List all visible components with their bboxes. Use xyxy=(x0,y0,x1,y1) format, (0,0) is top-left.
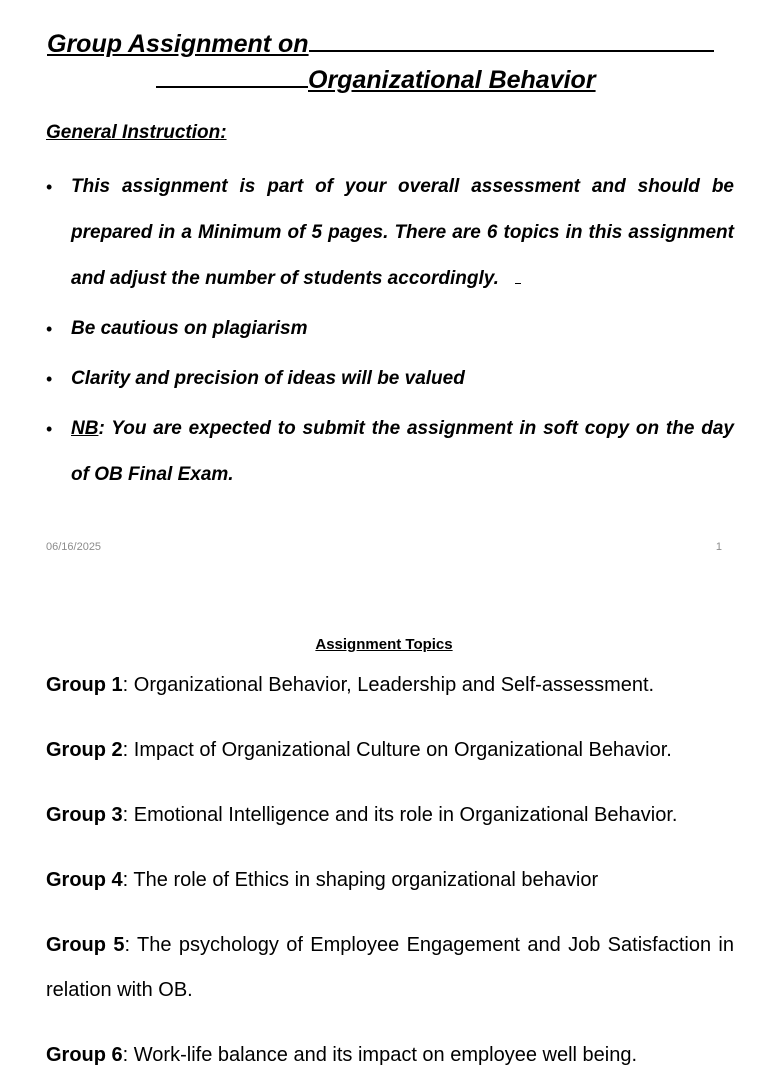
title-line-1-text: Group Assignment on xyxy=(47,30,309,58)
instruction-list xyxy=(46,164,734,502)
instruction-text: : You are expected to submit the assignment in soft copy on the day of OB Final Exam. xyxy=(71,418,734,485)
title-line-1 xyxy=(47,26,720,61)
group-label: Group 2 xyxy=(46,739,123,761)
instruction-text: Be cautious on plagiarism xyxy=(71,318,308,339)
group-label: Group 3 xyxy=(46,804,123,826)
topics-heading: Assignment Topics xyxy=(315,636,453,653)
group-label: Group 5 xyxy=(46,934,125,956)
group-label: Group 6 xyxy=(46,1044,123,1066)
group-topic-text: : The role of Ethics in shaping organizational behavior xyxy=(122,869,599,891)
group-topic xyxy=(46,663,734,708)
group-label: Group 4 xyxy=(46,869,123,891)
instruction-item xyxy=(46,356,734,402)
instruction-text: Clarity and precision of ideas will be valued xyxy=(71,368,465,389)
group-topic-text: : Impact of Organizational Culture on Organizational Behavior. xyxy=(122,739,672,761)
bullet-icon: • xyxy=(46,369,53,389)
instruction-text: This assignment is part of your overall assessment and should be prepared in a Minimum of 5 pages. There are 6 topics in this assignment and adjust the number of students accordingly. xyxy=(71,176,734,289)
trailing-underline xyxy=(515,269,521,284)
group-topic xyxy=(46,1033,734,1078)
page-2 xyxy=(0,575,768,1066)
footer-date: 06/16/2025 xyxy=(46,541,102,553)
title-line-1-underline-fill xyxy=(309,26,714,52)
bullet-icon: • xyxy=(46,177,53,197)
bullet-icon: • xyxy=(46,419,53,439)
group-topic-text: : Organizational Behavior, Leadership and Self-assessment. xyxy=(122,674,655,696)
instruction-item xyxy=(46,164,734,302)
title-line-2-underline-fill xyxy=(156,62,308,88)
group-label: Group 1 xyxy=(46,674,123,696)
group-topic xyxy=(46,923,734,1013)
nb-label: NB xyxy=(71,418,99,439)
general-instruction-heading: General Instruction: xyxy=(46,122,227,143)
instruction-item xyxy=(46,406,734,498)
title-line-2-text: Organizational Behavior xyxy=(308,66,596,94)
group-topic-text: : The psychology of Employee Engagement and Job Satisfaction in relation with OB. xyxy=(46,934,734,1001)
group-topic-text: : Work-life balance and its impact on employee well being. xyxy=(122,1044,638,1066)
group-topic xyxy=(46,793,734,838)
group-topic xyxy=(46,728,734,773)
instruction-item xyxy=(46,306,734,352)
title-line-2 xyxy=(156,62,612,97)
group-topic-text: : Emotional Intelligence and its role in Organizational Behavior. xyxy=(122,804,678,826)
group-topic-list xyxy=(46,663,734,1083)
group-topic xyxy=(46,858,734,903)
footer-page-number: 1 xyxy=(715,541,722,553)
bullet-icon: • xyxy=(46,319,53,339)
